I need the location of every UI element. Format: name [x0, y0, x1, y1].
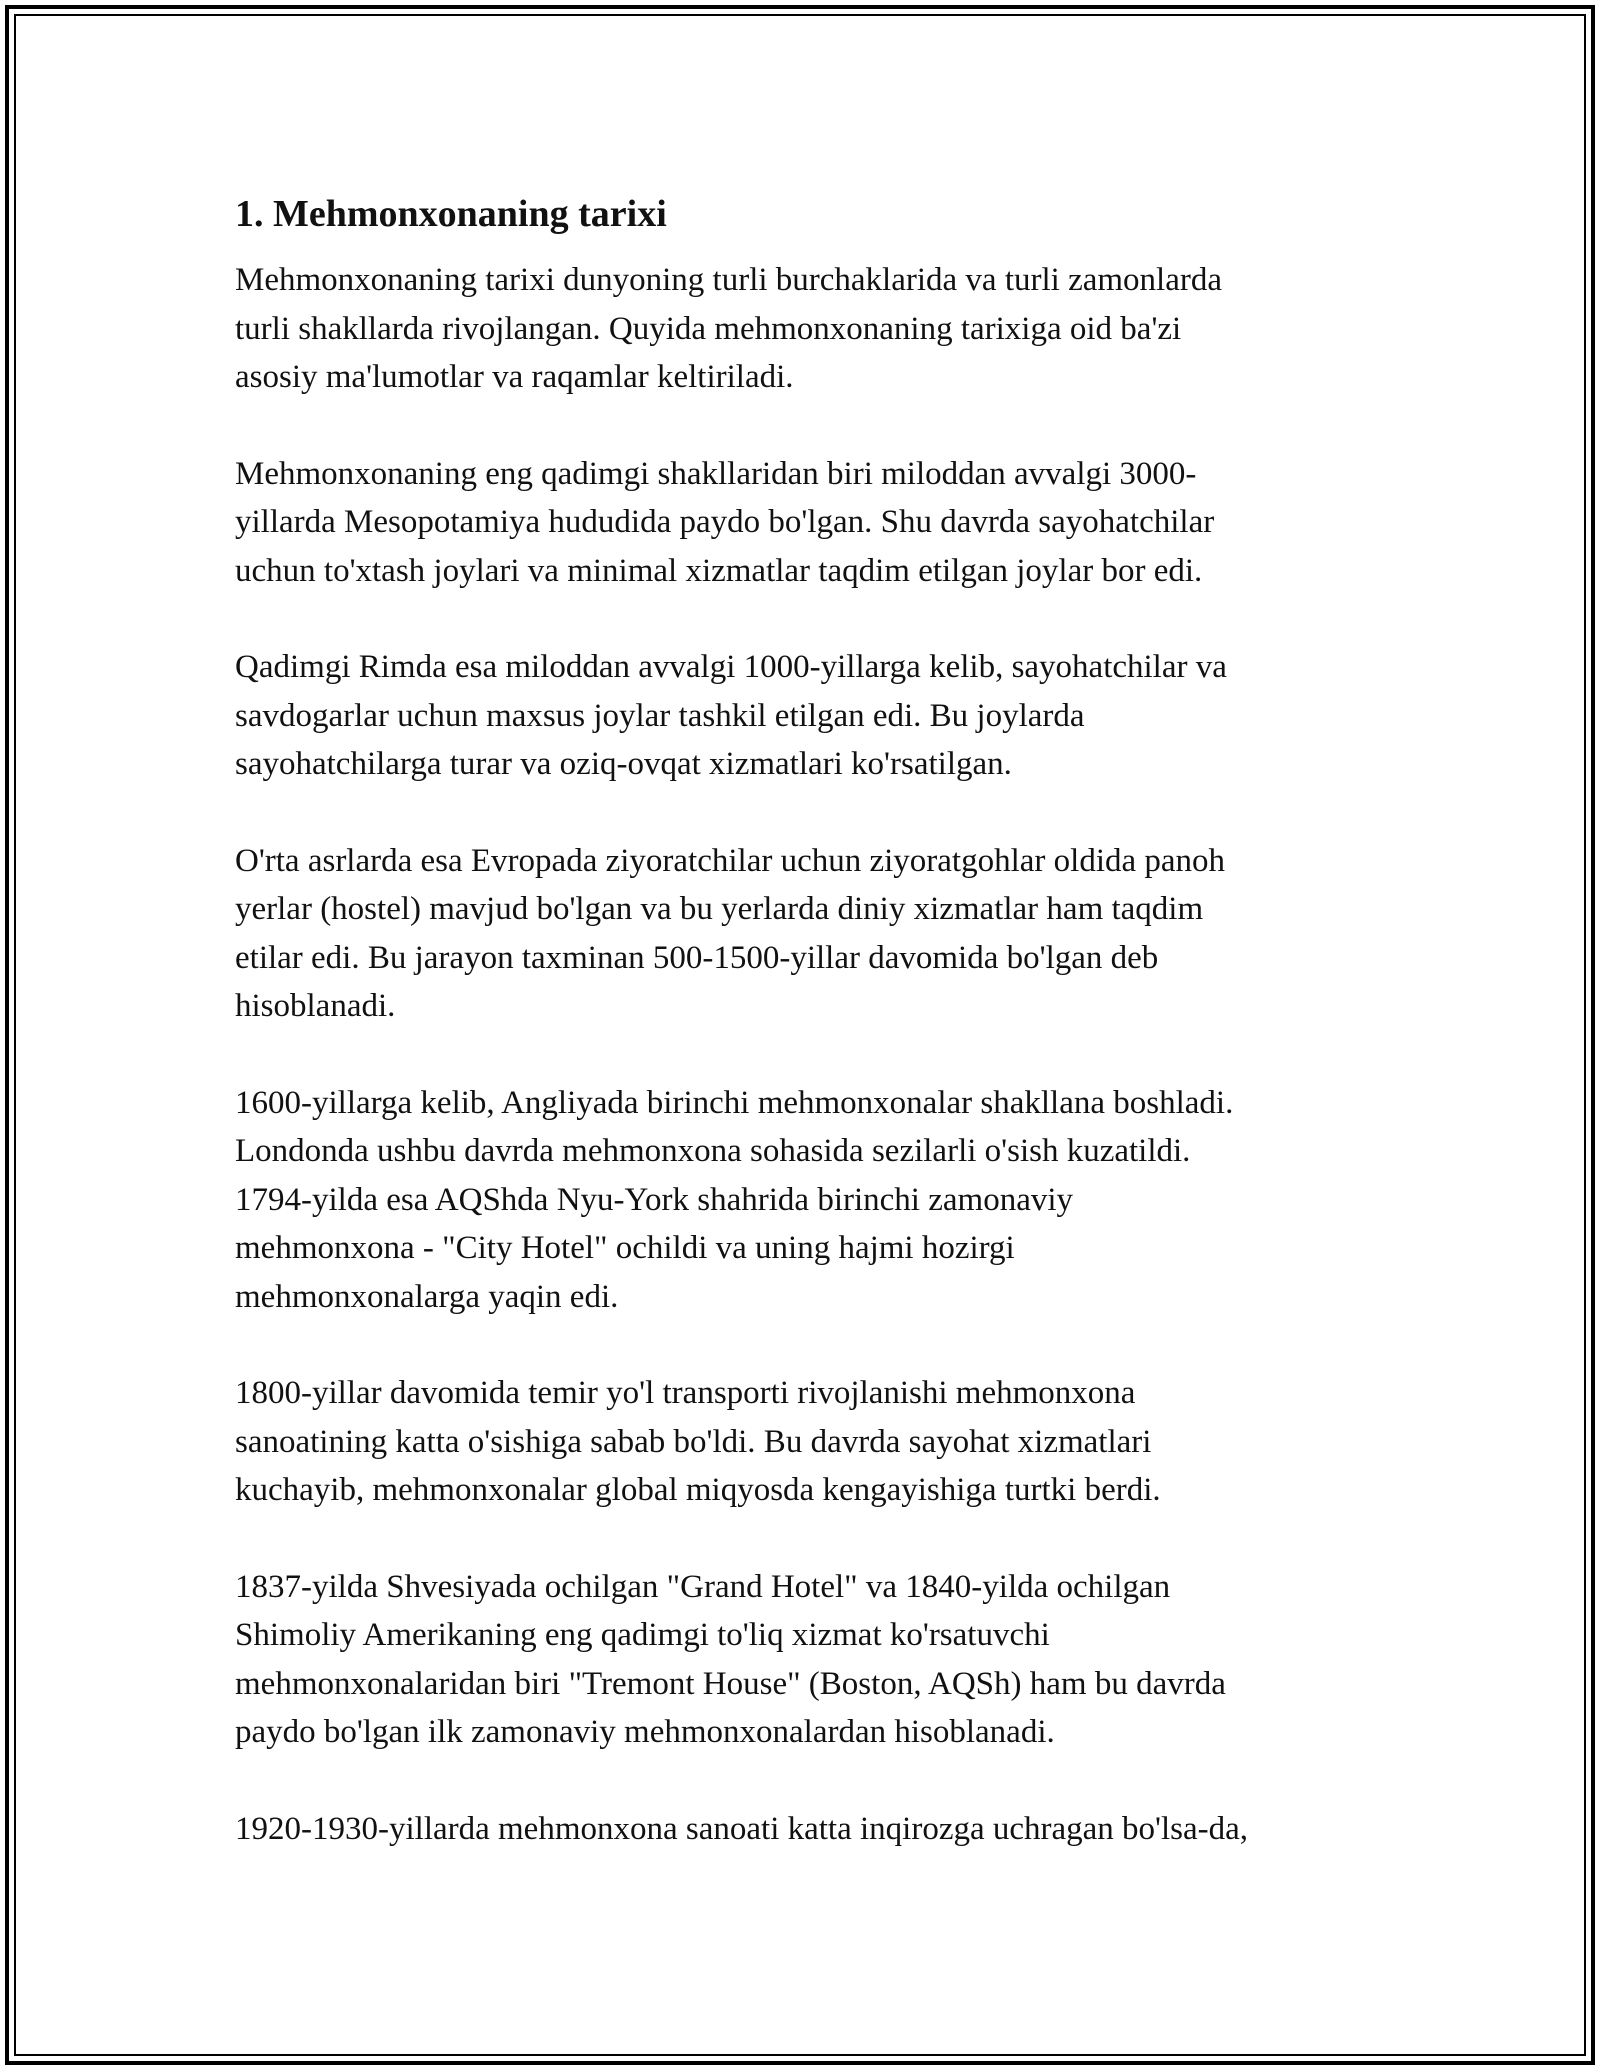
- paragraph: [235, 1079, 1375, 1322]
- text-line: Shimoliy Amerikaning eng qadimgi to'liq xizmat ko'rsatuvchi: [235, 1617, 1050, 1653]
- text-line: 1800-yillar davomida temir yo'l transporti rivojlanishi mehmonxona: [235, 1375, 1136, 1411]
- text-line: uchun to'xtash joylari va minimal xizmatlar taqdim etilgan joylar bor edi.: [235, 552, 1203, 589]
- document-body: [235, 188, 1375, 1901]
- section-heading: 1. Mehmonxonaning tarixi: [235, 193, 667, 235]
- paragraph: [235, 1369, 1375, 1515]
- text-line: etilar edi. Bu jarayon taxminan 500-1500-yillar davomida bo'lgan deb: [235, 939, 1159, 976]
- text-line: Mehmonxonaning eng qadimgi shakllaridan biri miloddan avvalgi 3000-: [235, 455, 1197, 492]
- text-line: sayohatchilarga turar va oziq-ovqat xizmatlari ko'rsatilgan.: [235, 746, 1012, 782]
- text-line: asosiy ma'lumotlar va raqamlar keltiriladi.: [235, 359, 794, 395]
- text-line: kuchayib, mehmonxonalar global miqyosda kengayishiga turtki berdi.: [235, 1472, 1161, 1508]
- text-line: mehmonxona - "City Hotel" ochildi va uning hajmi hozirgi: [235, 1230, 1015, 1266]
- text-line: 1837-yilda Shvesiyada ochilgan "Grand Hotel" va 1840-yilda ochilgan: [235, 1568, 1171, 1605]
- text-line: savdogarlar uchun maxsus joylar tashkil etilgan edi. Bu joylarda: [235, 697, 1085, 734]
- text-line: yerlar (hostel) mavjud bo'lgan va bu yerlarda diniy xizmatlar ham taqdim: [235, 891, 1204, 927]
- text-line: paydo bo'lgan ilk zamonaviy mehmonxonalardan hisoblanadi.: [235, 1714, 1055, 1750]
- text-line: turli shakllarda rivojlangan. Quyida mehmonxonaning tarixiga oid ba'zi: [235, 310, 1182, 347]
- paragraph: [235, 643, 1375, 789]
- text-line: 1600-yillarga kelib, Angliyada birinchi mehmonxonalar shakllana boshladi.: [235, 1084, 1234, 1121]
- paragraph: [235, 1563, 1375, 1757]
- text-line: yillarda Mesopotamiya hududida paydo bo'lgan. Shu davrda sayohatchilar: [235, 504, 1215, 540]
- text-line: hisoblanadi.: [235, 988, 396, 1024]
- paragraph: [235, 837, 1375, 1031]
- text-line: 1794-yilda esa AQShda Nyu-York shahrida birinchi zamonaviy: [235, 1181, 1074, 1218]
- text-line: mehmonxonalaridan biri "Tremont House" (Boston, AQSh) ham bu davrda: [235, 1665, 1226, 1702]
- text-line: Londonda ushbu davrda mehmonxona sohasida sezilarli o'sish kuzatildi.: [235, 1133, 1191, 1169]
- paragraph: [235, 1805, 1375, 1854]
- paragraph: [235, 450, 1375, 596]
- text-line: 1920-1930-yillarda mehmonxona sanoati katta inqirozga uchragan bo'lsa-da,: [235, 1810, 1249, 1847]
- text-line: Qadimgi Rimda esa miloddan avvalgi 1000-yillarga kelib, sayohatchilar va: [235, 649, 1227, 685]
- text-line: O'rta asrlarda esa Evropada ziyoratchilar uchun ziyoratgohlar oldida panoh: [235, 842, 1226, 879]
- paragraph: [235, 256, 1375, 402]
- text-line: sanoatining katta o'sishiga sabab bo'ldi. Bu davrda sayohat xizmatlari: [235, 1423, 1152, 1460]
- text-line: mehmonxonalarga yaqin edi.: [235, 1278, 619, 1315]
- text-line: Mehmonxonaning tarixi dunyoning turli burchaklarida va turli zamonlarda: [235, 262, 1222, 298]
